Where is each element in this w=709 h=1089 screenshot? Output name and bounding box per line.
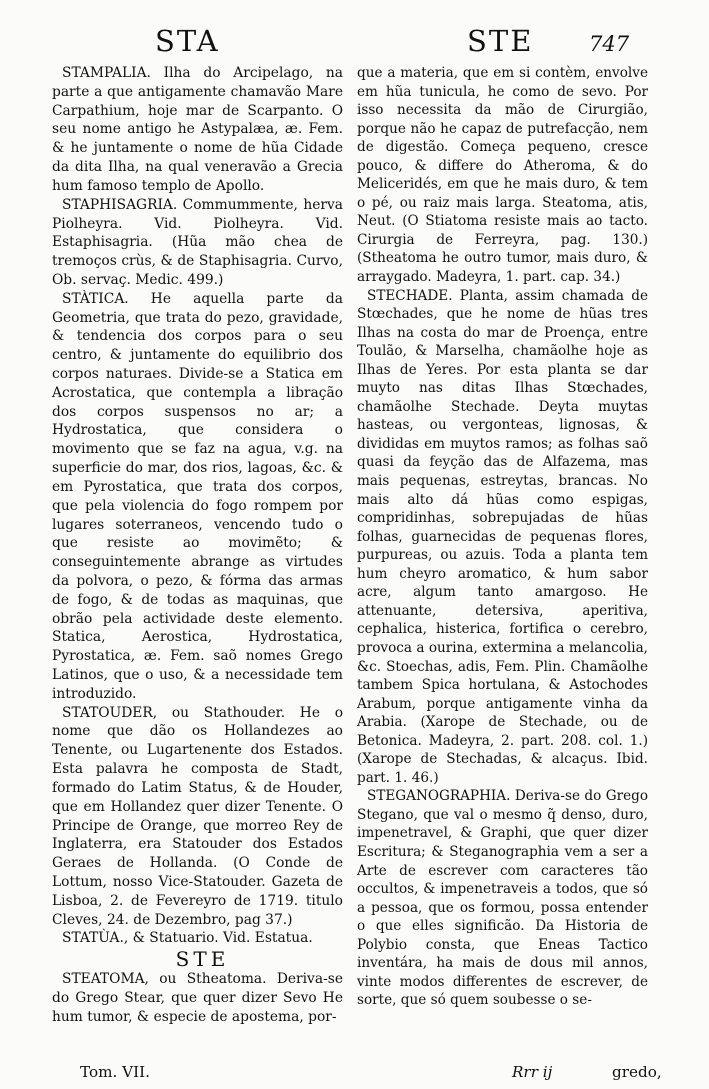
- signature-mark: Rrr ij: [512, 1063, 553, 1081]
- page-number: 747: [589, 32, 630, 56]
- entry-statica: STÀTICA. He aquella parte da Geometria, que trata do pezo, gravidade, & tendencia dos corpos para o seu centro, & juntamente do equilibrio dos corpos naturaes. Divide-se a Statica em Acrostatica, que contempla a libração dos corpos suspensos no ar; a Hydrostatica, que considera o movimento que se faz na agua, v.g. na superficie do mar, dos rios, lagoas, &c. & em Pyrostatica, que trata dos corpos, que pela violencia do fogo rompem por lugares soterraneos, vencendo tudo o que resiste ao movimẽto; & conseguintemente abrange as virtudes da polvora, o pezo, & fórma das armas de fogo, & de todas as maquinas, que obrão pela actividade deste elemento. Statica, Aerostica, Hydrostatica, Pyrostatica, æ. Fem. saõ nomes Grego Latinos, que o uso, & a necessidade tem introduzido.: [52, 290, 343, 702]
- left-column: [52, 64, 343, 1027]
- right-running-head: STE: [467, 24, 534, 58]
- entry-steatoma-continuation: que a materia, que em si contèm, envolve em hũa tunicula, he como de sevo. Por isso necessita da mão de Cirurgião, porque não he capaz de putrefacção, nem de digestão. Começa pequeno, cresce pouco, & differe do Atheroma, & do Meliceridés, em que he mais duro, & tem o pé, ou raiz mais larga. Steatoma, atis, Neut. (O Stiatoma resiste mais ao tacto. Cirurgia de Ferreyra, pag. 130.) (Stheatoma he outro tumor, mais duro, & arraygado. Madeyra, 1. part. cap. 34.): [357, 65, 648, 286]
- page-footer: [0, 1063, 709, 1087]
- left-running-head: STA: [155, 24, 220, 58]
- entry-stampalia: STAMPALIA. Ilha do Arcipelago, na parte a que antigamente chamavão Mare Carpathium, hoje mar de Scarpanto. O seu nome antigo he Astypalæa, æ. Fem. & he juntamente o nome de hũa Cidade da dita Ilha, na qual veneravão a Grecia hum famoso templo de Apollo.: [52, 65, 343, 194]
- entry-stechade: STECHADE. Planta, assim chamada de Stœchades, que he nome de hũas tres Ilhas na costa do mar de Proença, entre Toulão, & Marselha, chamãolhe hoje as Ilhas de Yeres. Por esta planta se dar muyto nas ditas Ilhas Stœchades, chamãolhe Stechade. Deyta muytas hasteas, ou vergonteas, lignosas, & divididas em muytos ramos; as folhas saõ quasi da feyção das de Alfazema, mas mais pequenas, estreytas, brancas. No mais alto dá hũas como espigas, compridinhas, sobrepujadas de hũas folhas, guarnecidas de pequenas flores, purpureas, ou azuis. Toda a planta tem hum cheyro aromatico, & hum sabor acre, algum tanto amargoso. He attenuante, detersiva, aperitiva, cephalica, histerica, fortifica o cerebro, provoca a ourina, extermina a melancolia, &c. Stoechas, adis, Fem. Plin. Chamãolhe tambem Spica hortulana, & Astochodes Arabum, porque antigamente vinha da Arabia. (Xarope de Stechade, ou de Betonica. Madeyra, 2. part. 208. col. 1.) (Xarope de Stechadas, & alcaçus. Ibid. part. 1. 46.): [357, 287, 648, 786]
- entry-statouder: STATOUDER, ou Stathouder. He o nome que dão os Hollandezes ao Tenente, ou Lugartenente dos Estados. Esta palavra he composta de Stadt, formado do Latim Status, & de Houder, que em Hollandez quer dizer Tenente. O Principe de Orange, que morreo Rey de Inglaterra, era Statouder dos Estados Geraes de Hollanda. (O Conde de Lottum, nosso Vice-Statouder. Gazeta de Lisboa, 2. de Fevereyro de 1719. titulo Cleves, 24. de Dezembro, pag 37.): [52, 704, 343, 928]
- right-column: [357, 64, 648, 1010]
- entry-staphisagria: STAPHISAGRIA. Commummente, herva Piolheyra. Vid. Piolheyra. Vid. Estaphisagria. (Hũa mão chea de tremoços crùs, & de Staphisagria. Curvo, Ob. servaç. Medic. 499.): [52, 196, 343, 288]
- volume-label: Tom. VII.: [80, 1063, 150, 1081]
- catchword: gredo,: [612, 1063, 662, 1081]
- section-heading: STE: [175, 947, 230, 972]
- entry-statua: STATÙA., & Statuario. Vid. Estatua.: [62, 930, 313, 947]
- entry-steatoma: STEATOMA, ou Stheatoma. Deriva-se do Grego Stear, que quer dizer Sevo He hum tumor, & especie de apostema, por-: [52, 971, 343, 1025]
- running-header: [0, 24, 709, 64]
- entry-steganographia: STEGANOGRAPHIA. Deriva-se do Grego Stegano, que val o mesmo q̃ denso, duro, impenetravel, & Graphi, que quer dizer Escritura; & Steganographia vem a ser a Arte de escrever com caracteres tão occultos, & impenetraveis a todos, que só a pessoa, que os formou, possa entender o que elles significão. Da Historia de Polybio consta, que Eneas Tactico inventára, ha mais de dous mil annos, vinte modos differentes de escrever, de sorte, que só quem soubesse o se-: [357, 788, 648, 1009]
